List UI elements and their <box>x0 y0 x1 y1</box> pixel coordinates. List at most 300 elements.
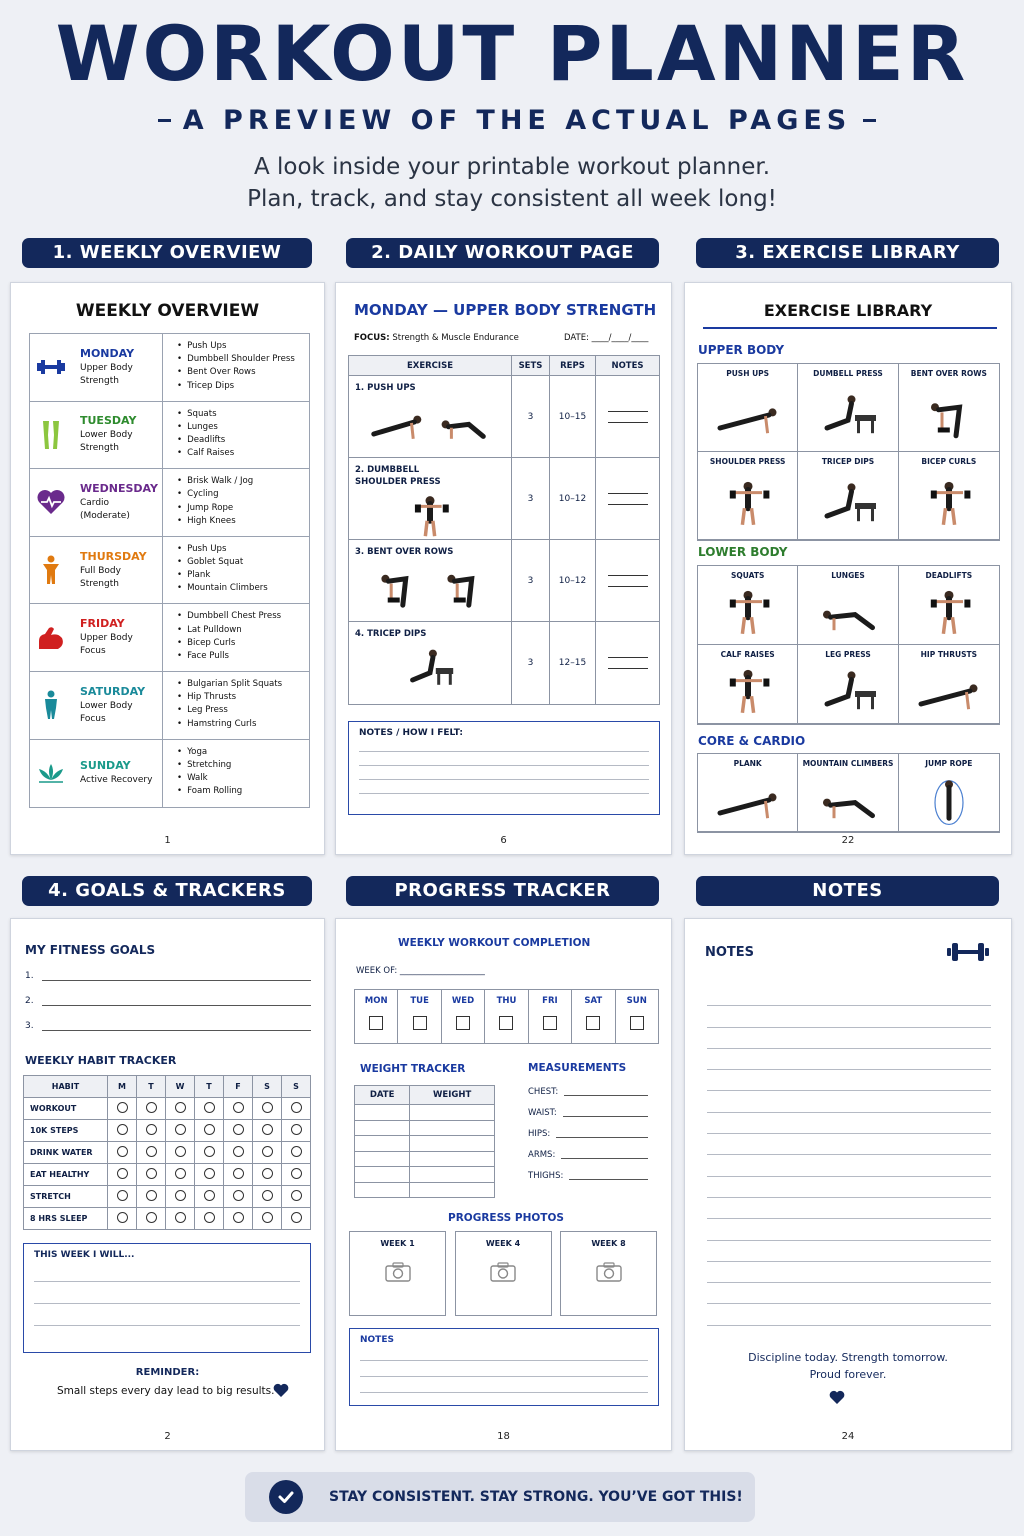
library-cell <box>798 754 898 832</box>
exercise-item: • Cycling <box>177 488 309 501</box>
upper-body-grid <box>697 363 1000 541</box>
date-cell[interactable] <box>355 1120 410 1136</box>
circle-checkbox[interactable] <box>175 1102 186 1113</box>
habit-check[interactable] <box>166 1208 195 1230</box>
day-focus-2: Strength <box>80 578 119 589</box>
circle-checkbox[interactable] <box>175 1168 186 1179</box>
circle-checkbox[interactable] <box>117 1146 128 1157</box>
measurement-line <box>528 1129 648 1139</box>
reps-cell: 10–12 <box>550 458 596 539</box>
habit-check[interactable] <box>282 1208 311 1230</box>
exercise-figure-icon <box>368 562 426 610</box>
circle-checkbox[interactable] <box>175 1124 186 1135</box>
note-line[interactable] <box>707 1177 991 1198</box>
person-icon <box>36 555 66 585</box>
note-line <box>359 752 649 766</box>
circle-checkbox[interactable] <box>291 1190 302 1201</box>
library-cell <box>698 566 798 645</box>
progress-notes-box <box>349 1328 659 1406</box>
note-line[interactable] <box>707 1006 991 1027</box>
exercise-item: • Push Ups <box>177 340 309 353</box>
habit-check[interactable] <box>253 1186 282 1208</box>
circle-checkbox[interactable] <box>291 1102 302 1113</box>
measurement-field[interactable] <box>563 1108 648 1117</box>
habit-check[interactable] <box>137 1142 166 1164</box>
circle-checkbox[interactable] <box>233 1124 244 1135</box>
goals-page <box>10 918 325 1451</box>
dumbbell-icon <box>36 352 66 382</box>
exercise-list <box>163 469 309 536</box>
note-line[interactable] <box>707 1283 991 1304</box>
day-focus <box>80 429 136 455</box>
day-letter: W <box>166 1076 195 1098</box>
day-focus-2: Focus <box>80 646 106 657</box>
library-exercise-name: BENT OVER ROWS <box>910 369 987 378</box>
note-line <box>360 1377 648 1393</box>
measurement-label: HIPS: <box>528 1129 551 1139</box>
photo-box[interactable] <box>455 1231 552 1316</box>
reps-cell: 12–15 <box>550 622 596 704</box>
day-checkbox-row <box>354 989 659 1044</box>
circle-checkbox[interactable] <box>117 1212 128 1223</box>
completion-title: WEEKLY WORKOUT COMPLETION <box>398 937 591 949</box>
exercise-item: • Yoga <box>177 746 309 759</box>
habit-check[interactable] <box>253 1164 282 1186</box>
library-cell <box>798 364 898 452</box>
note-line[interactable] <box>707 985 991 1006</box>
date-cell[interactable] <box>355 1105 410 1121</box>
habit-check[interactable] <box>137 1098 166 1120</box>
habit-check[interactable] <box>282 1164 311 1186</box>
sets-cell: 3 <box>512 540 550 621</box>
measurement-label: THIGHS: <box>528 1171 564 1181</box>
exercise-list <box>163 402 309 469</box>
exercise-figure-icon <box>713 665 783 717</box>
measurement-field[interactable] <box>561 1150 648 1159</box>
footer-text: STAY CONSISTENT. STAY STRONG. YOU’VE GOT THIS! <box>329 1489 743 1505</box>
exercise-name: 4. TRICEP DIPS <box>355 629 427 639</box>
exercise-item: • Brisk Walk / Jog <box>177 475 309 488</box>
weight-header-row <box>355 1086 495 1105</box>
habit-check[interactable] <box>224 1120 253 1142</box>
day-focus <box>80 774 152 787</box>
day-focus-2: (Moderate) <box>80 510 130 521</box>
measurement-field[interactable] <box>564 1087 648 1096</box>
weight-cell[interactable] <box>410 1136 495 1152</box>
day-focus <box>80 362 134 388</box>
reminder-label: REMINDER: <box>135 1367 200 1378</box>
circle-checkbox[interactable] <box>146 1212 157 1223</box>
library-cell <box>698 754 798 832</box>
exercise-figure-icon <box>434 398 492 446</box>
checkbox[interactable] <box>543 1016 557 1030</box>
col-sets: SETS <box>512 356 550 375</box>
day-focus-1: Active Recovery <box>80 775 153 786</box>
page-number: 2 <box>164 1431 171 1442</box>
habit-check[interactable] <box>282 1098 311 1120</box>
library-cell <box>899 754 999 832</box>
library-exercise-name: PUSH UPS <box>726 369 770 378</box>
exercise-item: • Push Ups <box>177 543 309 556</box>
habit-check[interactable] <box>224 1208 253 1230</box>
day-focus-1: Full Body <box>80 565 121 576</box>
habit-check[interactable] <box>224 1186 253 1208</box>
circle-checkbox[interactable] <box>204 1102 215 1113</box>
library-cell <box>798 452 898 540</box>
weight-row <box>355 1105 495 1121</box>
exercise-table-header <box>349 356 659 376</box>
habit-row <box>24 1208 311 1230</box>
exercise-name: 1. PUSH UPS <box>355 383 416 393</box>
day-focus <box>80 497 158 523</box>
exercise-list <box>163 604 309 671</box>
habit-check[interactable] <box>137 1208 166 1230</box>
day-checkbox-cell <box>442 990 485 1043</box>
library-cell <box>698 452 798 540</box>
circle-checkbox[interactable] <box>262 1190 273 1201</box>
notes-cell[interactable] <box>596 458 659 539</box>
page-number: 1 <box>164 835 171 846</box>
exercise-item: • Face Pulls <box>177 650 309 663</box>
library-exercise-name: DUMBELL PRESS <box>813 369 883 378</box>
habit-check[interactable] <box>224 1164 253 1186</box>
habit-check[interactable] <box>108 1208 137 1230</box>
habit-header: HABIT <box>24 1076 108 1098</box>
circle-checkbox[interactable] <box>146 1124 157 1135</box>
weekly-overview-title: WEEKLY OVERVIEW <box>75 301 260 321</box>
col-reps: REPS <box>550 356 596 375</box>
habit-check[interactable] <box>195 1164 224 1186</box>
day-letter: F <box>224 1076 253 1098</box>
habit-check[interactable] <box>282 1120 311 1142</box>
day-cell <box>30 740 163 808</box>
exercise-item: • Dumbbell Chest Press <box>177 610 309 623</box>
habit-check[interactable] <box>108 1186 137 1208</box>
day-checkbox-cell <box>398 990 441 1043</box>
weight-table <box>354 1085 495 1198</box>
weight-col-date: DATE <box>355 1086 410 1105</box>
exercise-item: • Plank <box>177 569 309 582</box>
habit-check[interactable] <box>195 1142 224 1164</box>
goal-line-2 <box>25 996 311 1006</box>
circle-checkbox[interactable] <box>204 1146 215 1157</box>
habit-check[interactable] <box>108 1164 137 1186</box>
habit-check[interactable] <box>195 1120 224 1142</box>
note-line[interactable] <box>707 1219 991 1240</box>
library-exercise-name: PLANK <box>733 759 762 768</box>
habit-check[interactable] <box>166 1098 195 1120</box>
habit-check[interactable] <box>166 1142 195 1164</box>
exercise-item: • Calf Raises <box>177 447 309 460</box>
day-label: TUE <box>410 996 429 1006</box>
exercise-item: • Bicep Curls <box>177 637 309 650</box>
core-cardio-label: CORE & CARDIO <box>698 734 806 748</box>
subtitle-rule-left <box>158 119 171 122</box>
exercise-item: • Goblet Squat <box>177 556 309 569</box>
how-i-felt-box <box>348 721 660 815</box>
measurement-field[interactable] <box>569 1171 648 1180</box>
day-focus <box>80 700 145 726</box>
circle-checkbox[interactable] <box>233 1168 244 1179</box>
day-focus-2: Focus <box>80 713 106 724</box>
habit-check[interactable] <box>253 1120 282 1142</box>
weekly-row-sunday <box>30 740 309 808</box>
legs-icon <box>36 420 66 450</box>
notes-cell[interactable] <box>596 376 659 457</box>
photo-week-label: WEEK 8 <box>591 1239 626 1248</box>
exercise-item: • Mountain Climbers <box>177 582 309 595</box>
weekly-grid <box>29 333 310 808</box>
note-line <box>359 738 649 752</box>
measurement-line <box>528 1087 648 1097</box>
note-line[interactable] <box>707 1155 991 1176</box>
circle-checkbox[interactable] <box>204 1168 215 1179</box>
checkbox[interactable] <box>413 1016 427 1030</box>
circle-checkbox[interactable] <box>146 1146 157 1157</box>
lower-body-label: LOWER BODY <box>698 545 788 559</box>
notes-lines <box>707 985 991 1326</box>
circle-checkbox[interactable] <box>262 1168 273 1179</box>
exercise-figure-icon <box>813 665 883 717</box>
habit-check[interactable] <box>195 1186 224 1208</box>
week-of: WEEK OF: ____________________ <box>356 966 485 976</box>
date-cell[interactable] <box>355 1182 410 1198</box>
date-cell[interactable] <box>355 1167 410 1183</box>
exercise-figure-icon <box>434 562 492 610</box>
note-line[interactable] <box>707 1198 991 1219</box>
habit-check[interactable] <box>137 1120 166 1142</box>
exercise-figure-icon <box>914 774 984 826</box>
day-cell <box>30 537 163 604</box>
habit-check[interactable] <box>253 1208 282 1230</box>
habit-check[interactable] <box>166 1164 195 1186</box>
habit-check[interactable] <box>195 1098 224 1120</box>
notes-page <box>684 918 1012 1451</box>
exercise-figures <box>368 562 492 610</box>
exercise-item: • Lunges <box>177 421 309 434</box>
circle-checkbox[interactable] <box>146 1102 157 1113</box>
circle-checkbox[interactable] <box>175 1146 186 1157</box>
reps-cell: 10–15 <box>550 376 596 457</box>
circle-checkbox[interactable] <box>291 1124 302 1135</box>
weight-cell[interactable] <box>410 1182 495 1198</box>
weight-row <box>355 1136 495 1152</box>
day-label: WED <box>451 996 475 1006</box>
circle-checkbox[interactable] <box>291 1212 302 1223</box>
camera-icon <box>350 1262 445 1286</box>
exercise-row <box>349 376 659 458</box>
sets-cell: 3 <box>512 458 550 539</box>
checkbox[interactable] <box>499 1016 513 1030</box>
notes-cell[interactable] <box>596 540 659 621</box>
goal-line-1 <box>25 971 311 981</box>
camera-icon <box>456 1262 551 1286</box>
weight-row <box>355 1167 495 1183</box>
habit-check[interactable] <box>108 1142 137 1164</box>
page-number: 6 <box>500 835 507 846</box>
circle-checkbox[interactable] <box>204 1190 215 1201</box>
notes-title: NOTES <box>705 945 755 960</box>
note-line[interactable] <box>707 1028 991 1049</box>
intro-line-2: Plan, track, and stay consistent all week long! <box>247 186 777 212</box>
habit-check[interactable] <box>108 1120 137 1142</box>
habit-name: EAT HEALTHY <box>24 1164 108 1186</box>
circle-checkbox[interactable] <box>175 1190 186 1201</box>
circle-checkbox[interactable] <box>204 1124 215 1135</box>
library-exercise-name: BICEP CURLS <box>921 457 977 466</box>
library-cell <box>698 645 798 724</box>
library-cell <box>698 364 798 452</box>
day-cell <box>30 334 163 401</box>
weight-cell[interactable] <box>410 1120 495 1136</box>
weekly-row-friday <box>30 604 309 672</box>
date-cell[interactable] <box>355 1136 410 1152</box>
note-line[interactable] <box>707 1049 991 1070</box>
focus-label: FOCUS: <box>354 333 390 343</box>
habit-name: DRINK WATER <box>24 1142 108 1164</box>
daily-title: MONDAY — UPPER BODY STRENGTH <box>354 301 657 319</box>
weekly-row-saturday <box>30 672 309 740</box>
quote-line-1: Discipline today. Strength tomorrow. <box>748 1351 948 1364</box>
habit-check[interactable] <box>195 1208 224 1230</box>
day-focus-1: Upper Body <box>80 362 133 373</box>
exercise-figure-icon <box>813 586 883 638</box>
note-line[interactable] <box>707 1262 991 1283</box>
habit-name: 10K STEPS <box>24 1120 108 1142</box>
photo-box[interactable] <box>560 1231 657 1316</box>
habit-name: 8 HRS SLEEP <box>24 1208 108 1230</box>
note-line[interactable] <box>707 1241 991 1262</box>
circle-checkbox[interactable] <box>117 1190 128 1201</box>
note-line[interactable] <box>707 1134 991 1155</box>
circle-checkbox[interactable] <box>117 1124 128 1135</box>
circle-checkbox[interactable] <box>146 1190 157 1201</box>
col-exercise: EXERCISE <box>349 356 512 375</box>
habit-check[interactable] <box>224 1098 253 1120</box>
daily-date: DATE: ____/____/____ <box>564 333 649 343</box>
checkbox[interactable] <box>369 1016 383 1030</box>
exercise-item: • Hamstring Curls <box>177 718 309 731</box>
camera-icon <box>561 1262 656 1286</box>
exercise-list <box>163 334 309 401</box>
day-cell <box>30 672 163 739</box>
circle-checkbox[interactable] <box>146 1168 157 1179</box>
checkbox[interactable] <box>586 1016 600 1030</box>
heartbeat-icon <box>36 487 66 517</box>
habit-check[interactable] <box>253 1098 282 1120</box>
circle-checkbox[interactable] <box>233 1102 244 1113</box>
circle-checkbox[interactable] <box>233 1212 244 1223</box>
exercise-figure-icon <box>713 477 783 529</box>
exercise-name: 2. DUMBBELL SHOULDER PRESS <box>355 465 441 487</box>
measurement-label: ARMS: <box>528 1150 556 1160</box>
circle-checkbox[interactable] <box>262 1102 273 1113</box>
page-number: 18 <box>497 1431 510 1442</box>
note-line[interactable] <box>707 1070 991 1091</box>
checkbox[interactable] <box>456 1016 470 1030</box>
note-line <box>34 1282 300 1304</box>
habit-check[interactable] <box>137 1164 166 1186</box>
note-line <box>359 766 649 780</box>
note-line <box>360 1345 648 1361</box>
habit-check[interactable] <box>166 1120 195 1142</box>
weight-col-weight: WEIGHT <box>410 1086 495 1105</box>
exercise-figure-icon <box>914 665 984 717</box>
weight-cell[interactable] <box>410 1167 495 1183</box>
day-name: MONDAY <box>80 346 135 360</box>
day-label: MON <box>364 996 388 1006</box>
habit-tracker-table <box>23 1075 311 1230</box>
circle-checkbox[interactable] <box>291 1168 302 1179</box>
note-line[interactable] <box>707 1304 991 1325</box>
circle-checkbox[interactable] <box>262 1124 273 1135</box>
library-exercise-name: LUNGES <box>831 571 865 580</box>
day-focus-1: Cardio <box>80 497 110 508</box>
measurement-line <box>528 1171 648 1181</box>
section-progress-tracker: PROGRESS TRACKER <box>346 876 659 906</box>
circle-checkbox[interactable] <box>233 1146 244 1157</box>
circle-checkbox[interactable] <box>117 1102 128 1113</box>
circle-checkbox[interactable] <box>117 1168 128 1179</box>
checkbox[interactable] <box>630 1016 644 1030</box>
reps-cell: 10–12 <box>550 540 596 621</box>
notes-cell[interactable] <box>596 622 659 704</box>
goal-line-3 <box>25 1021 311 1031</box>
day-name: SUNDAY <box>80 759 131 773</box>
day-letter: S <box>253 1076 282 1098</box>
day-focus-1: Upper Body <box>80 633 133 644</box>
exercise-figure-icon <box>713 389 783 441</box>
day-checkbox-cell <box>355 990 398 1043</box>
measurement-field[interactable] <box>556 1129 648 1138</box>
library-title-rule <box>703 327 997 329</box>
library-cell <box>798 566 898 645</box>
weight-cell[interactable] <box>410 1105 495 1121</box>
goal-number: 3. <box>25 1021 34 1031</box>
exercise-item: • Lat Pulldown <box>177 624 309 637</box>
habit-check[interactable] <box>253 1142 282 1164</box>
daily-workout-page <box>335 282 672 855</box>
note-line[interactable] <box>707 1113 991 1134</box>
circle-checkbox[interactable] <box>291 1146 302 1157</box>
circle-checkbox[interactable] <box>204 1212 215 1223</box>
habit-check[interactable] <box>224 1142 253 1164</box>
day-letter: T <box>195 1076 224 1098</box>
weight-cell[interactable] <box>410 1151 495 1167</box>
exercise-figure-icon <box>914 586 984 638</box>
habit-check[interactable] <box>137 1186 166 1208</box>
section-goals-trackers: 4. GOALS & TRACKERS <box>22 876 312 906</box>
habit-check[interactable] <box>282 1142 311 1164</box>
habit-check[interactable] <box>282 1186 311 1208</box>
exercise-item: • Bent Over Rows <box>177 366 309 379</box>
exercise-figures <box>401 644 459 692</box>
habit-check[interactable] <box>108 1098 137 1120</box>
exercise-item: • Foam Rolling <box>177 785 309 798</box>
day-letter: T <box>137 1076 166 1098</box>
circle-checkbox[interactable] <box>262 1212 273 1223</box>
exercise-figure-icon <box>401 644 459 692</box>
weekly-row-tuesday <box>30 402 309 470</box>
note-line[interactable] <box>707 1091 991 1112</box>
circle-checkbox[interactable] <box>233 1190 244 1201</box>
exercise-cell <box>349 458 512 539</box>
habit-check[interactable] <box>166 1186 195 1208</box>
photo-box[interactable] <box>349 1231 446 1316</box>
date-cell[interactable] <box>355 1151 410 1167</box>
circle-checkbox[interactable] <box>175 1212 186 1223</box>
circle-checkbox[interactable] <box>262 1146 273 1157</box>
